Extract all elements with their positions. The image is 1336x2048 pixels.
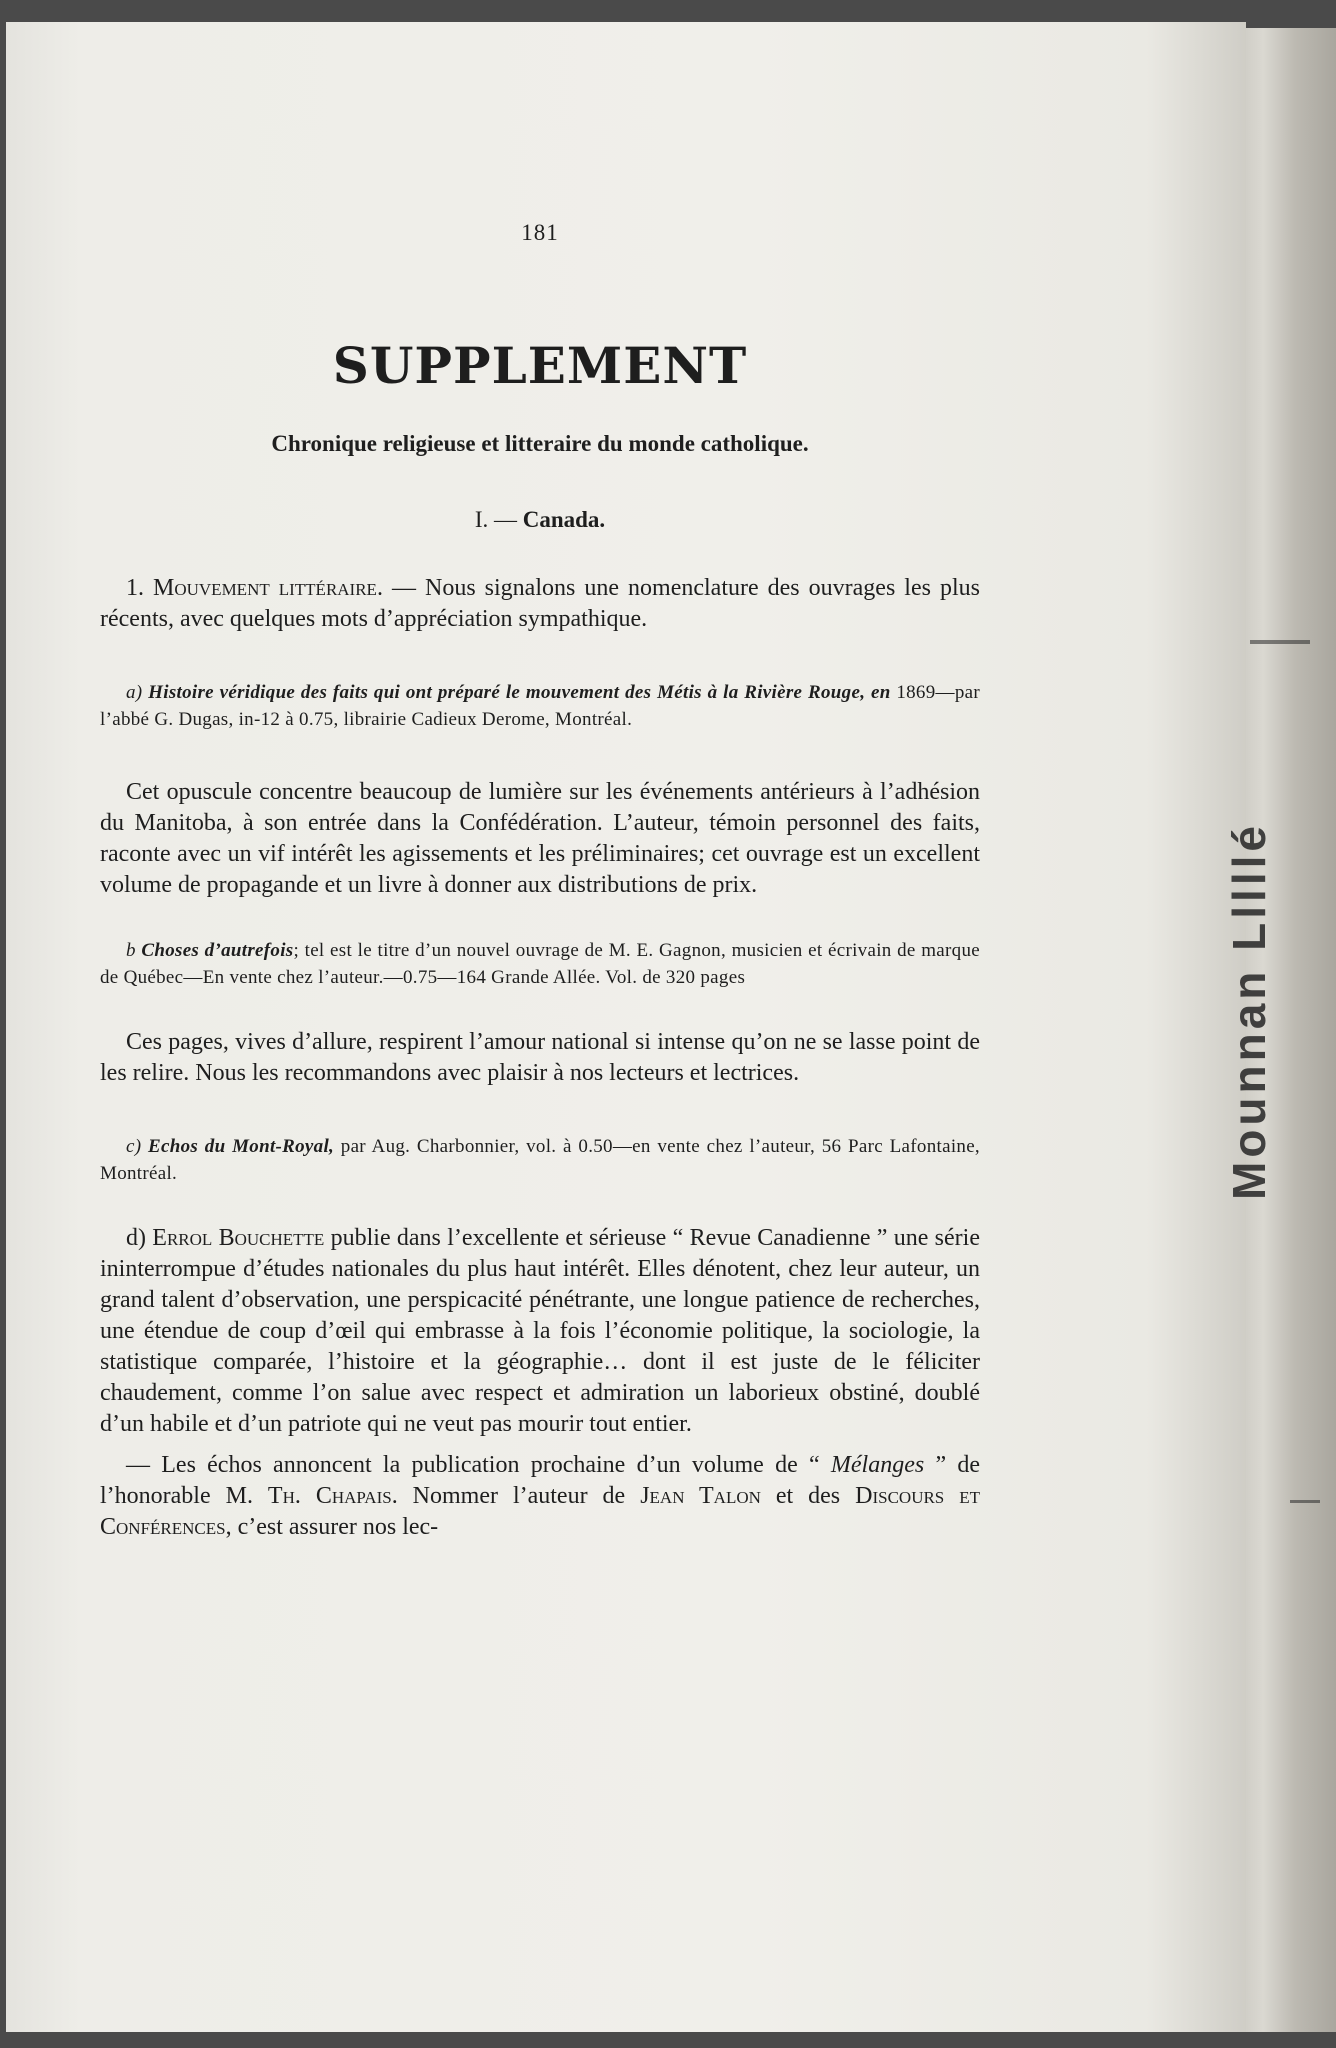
- paragraph-text: et des: [760, 1483, 856, 1509]
- note-text: ; tel est le titre d’un nouvel ouvrage de M. E. Gagnon, musicien et écrivain de marque de Québec—En vente chez l’auteur.—0.75—164 Grande Allée. Vol. de 320 pages: [100, 940, 980, 988]
- section-number: I. —: [474, 507, 517, 532]
- note-c: [100, 1133, 980, 1187]
- spine-mark: [1250, 640, 1310, 644]
- work-title: Jean Talon: [640, 1483, 761, 1509]
- paragraph-mouvement: [100, 573, 980, 635]
- spacer: [100, 1440, 980, 1450]
- paragraph-opuscule: Cet opuscule concentre beaucoup de lumière sur les événements antérieurs à l’adhésion du Manitoba, à son entrée dans la Confédération. L’auteur, témoin personnel des faits, raconte avec un vif intérêt les agissements et les préliminaires; cet ouvrage est un excellent volume de propagande et un livre à donner aux distributions de prix.: [100, 779, 980, 898]
- section-heading: [100, 507, 980, 533]
- paragraph-text: publie dans l’excellente et sérieuse “ Revue Canadienne ” une série ininterrompue d’études nationales du plus haut intérêt. Elles dénotent, chez leur auteur, un grand talent d’observation, une perspicacité pénétrante, une longue patience de recherches, une étendue de coup d’œil qui embrasse à la fois l’économie politique, la sociologie, la statistique comparée, l’histoire et la géographie… dont il est juste de le féliciter chaudement, comme l’on salue avec respect et admiration un laborieux obstiné, doublé d’un habile et d’un patriote qui ne veut pas mourir tout entier.: [100, 1225, 980, 1437]
- note-title: Histoire véridique des faits qui ont préparé le mouvement des Métis à la Rivière Rouge, en: [148, 682, 891, 703]
- note-marker: a): [126, 682, 149, 703]
- note-text: 1869—par l’abbé G. Dugas, in-12 à 0.75, librairie Cadieux Derome, Montréal.: [100, 682, 980, 730]
- work-title: Mélanges: [830, 1452, 925, 1478]
- spacer: [100, 901, 980, 937]
- spine-bleed-text: Mounnan Lllllé: [1223, 822, 1275, 1200]
- author-name: Errol Bouchette: [152, 1225, 325, 1251]
- note-marker: c): [126, 1136, 149, 1157]
- author-name: Th. Chapais: [267, 1483, 392, 1509]
- spacer: [100, 1089, 980, 1133]
- paragraph-text: — Nous signalons une nomenclature des ouvrages les plus récents, avec quelques mots d’appréciation sympathique.: [100, 575, 980, 632]
- note-title: Echos du Mont-Royal,: [148, 1136, 335, 1157]
- section-name: Canada.: [522, 507, 606, 532]
- paragraph-pages: Ces pages, vives d’allure, respirent l’amour national si intense qu’on ne se lasse point de les relire. Nous les recommandons avec plaisir à nos lecteurs et lectrices.: [100, 1029, 980, 1086]
- note-a: [100, 679, 980, 733]
- work-title: Discours et Conférences: [100, 1483, 981, 1540]
- paragraph-lead: 1.: [126, 575, 154, 601]
- paragraph-lead: d): [126, 1225, 153, 1251]
- page-title: SUPPLEMENT: [332, 336, 748, 395]
- spine-mark: [1290, 1500, 1320, 1503]
- note-marker: b: [126, 940, 142, 961]
- page-subtitle: Chronique religieuse et litteraire du monde catholique.: [271, 431, 809, 456]
- paragraph-heading: Mouvement littéraire.: [153, 575, 383, 601]
- paragraph-text: , c’est assurer nos lec-: [225, 1514, 439, 1540]
- spacer: [100, 733, 980, 777]
- note-b: [100, 937, 980, 991]
- page-content: [100, 220, 980, 1543]
- paragraph-bouchette: [100, 1223, 980, 1440]
- spacer: [100, 1187, 980, 1223]
- paragraph-echos: [100, 1450, 980, 1543]
- paragraph-text: ” de l’honorable M.: [100, 1452, 980, 1509]
- spacer: [100, 991, 980, 1027]
- spacer: [100, 635, 980, 679]
- page-number: 181: [521, 220, 559, 245]
- note-text: par Aug. Charbonnier, vol. à 0.50—en vente chez l’auteur, 56 Parc Lafontaine, Montréal.: [100, 1136, 980, 1184]
- paragraph-text: . Nommer l’auteur de: [391, 1483, 641, 1509]
- note-title: Choses d’autrefois: [141, 940, 294, 961]
- paragraph-lead: — Les échos annoncent la publication prochaine d’un volume de “: [126, 1452, 831, 1478]
